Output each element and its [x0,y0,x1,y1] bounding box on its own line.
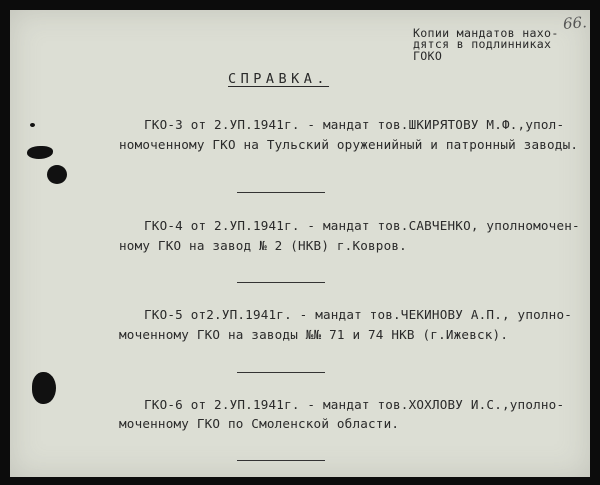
entry-3-line-2: моченному ГКО на заводы №№ 71 и 74 НКВ (г.Ижевск). [119,327,509,342]
entry-4-line-1: ГКО-6 от 2.УП.1941г. - мандат тов.ХОХЛОВУ И.С.,уполно- [144,397,565,412]
entry-1-line-2: номоченному ГКО на Тульский оруженийный и патронный заводы. [119,137,579,152]
separator-line [237,372,325,373]
entry-4-line-2: моченному ГКО по Смоленской области. [119,416,400,431]
page-number: 66. [562,13,588,33]
punch-hole [32,372,56,404]
separator-line [237,460,325,461]
document-title: СПРАВКА. [228,71,330,87]
document-page [10,10,590,477]
punch-hole [27,146,53,159]
separator-line [237,192,325,193]
entry-3-line-1: ГКО-5 от2.УП.1941г. - мандат тов.ЧЕКИНОВУ А.П., уполно- [144,307,573,322]
copies-note-line-2: дятся в подлинниках [413,37,552,51]
separator-line [237,282,325,283]
copies-note-line-3: ГОКО [413,49,443,63]
entry-2-line-1: ГКО-4 от 2.УП.1941г. - мандат тов.САВЧЕНКО, уполномочен- [144,218,580,233]
entry-1-line-1: ГКО-3 от 2.УП.1941г. - мандат тов.ШКИРЯТОВУ М.Ф.,упол- [144,117,565,132]
copies-note-line-1: Копии мандатов нахо- [413,26,559,40]
punch-hole [47,165,67,184]
entry-2-line-2: ному ГКО на завод № 2 (НКВ) г.Ковров. [119,238,407,253]
ink-mark [30,123,35,127]
